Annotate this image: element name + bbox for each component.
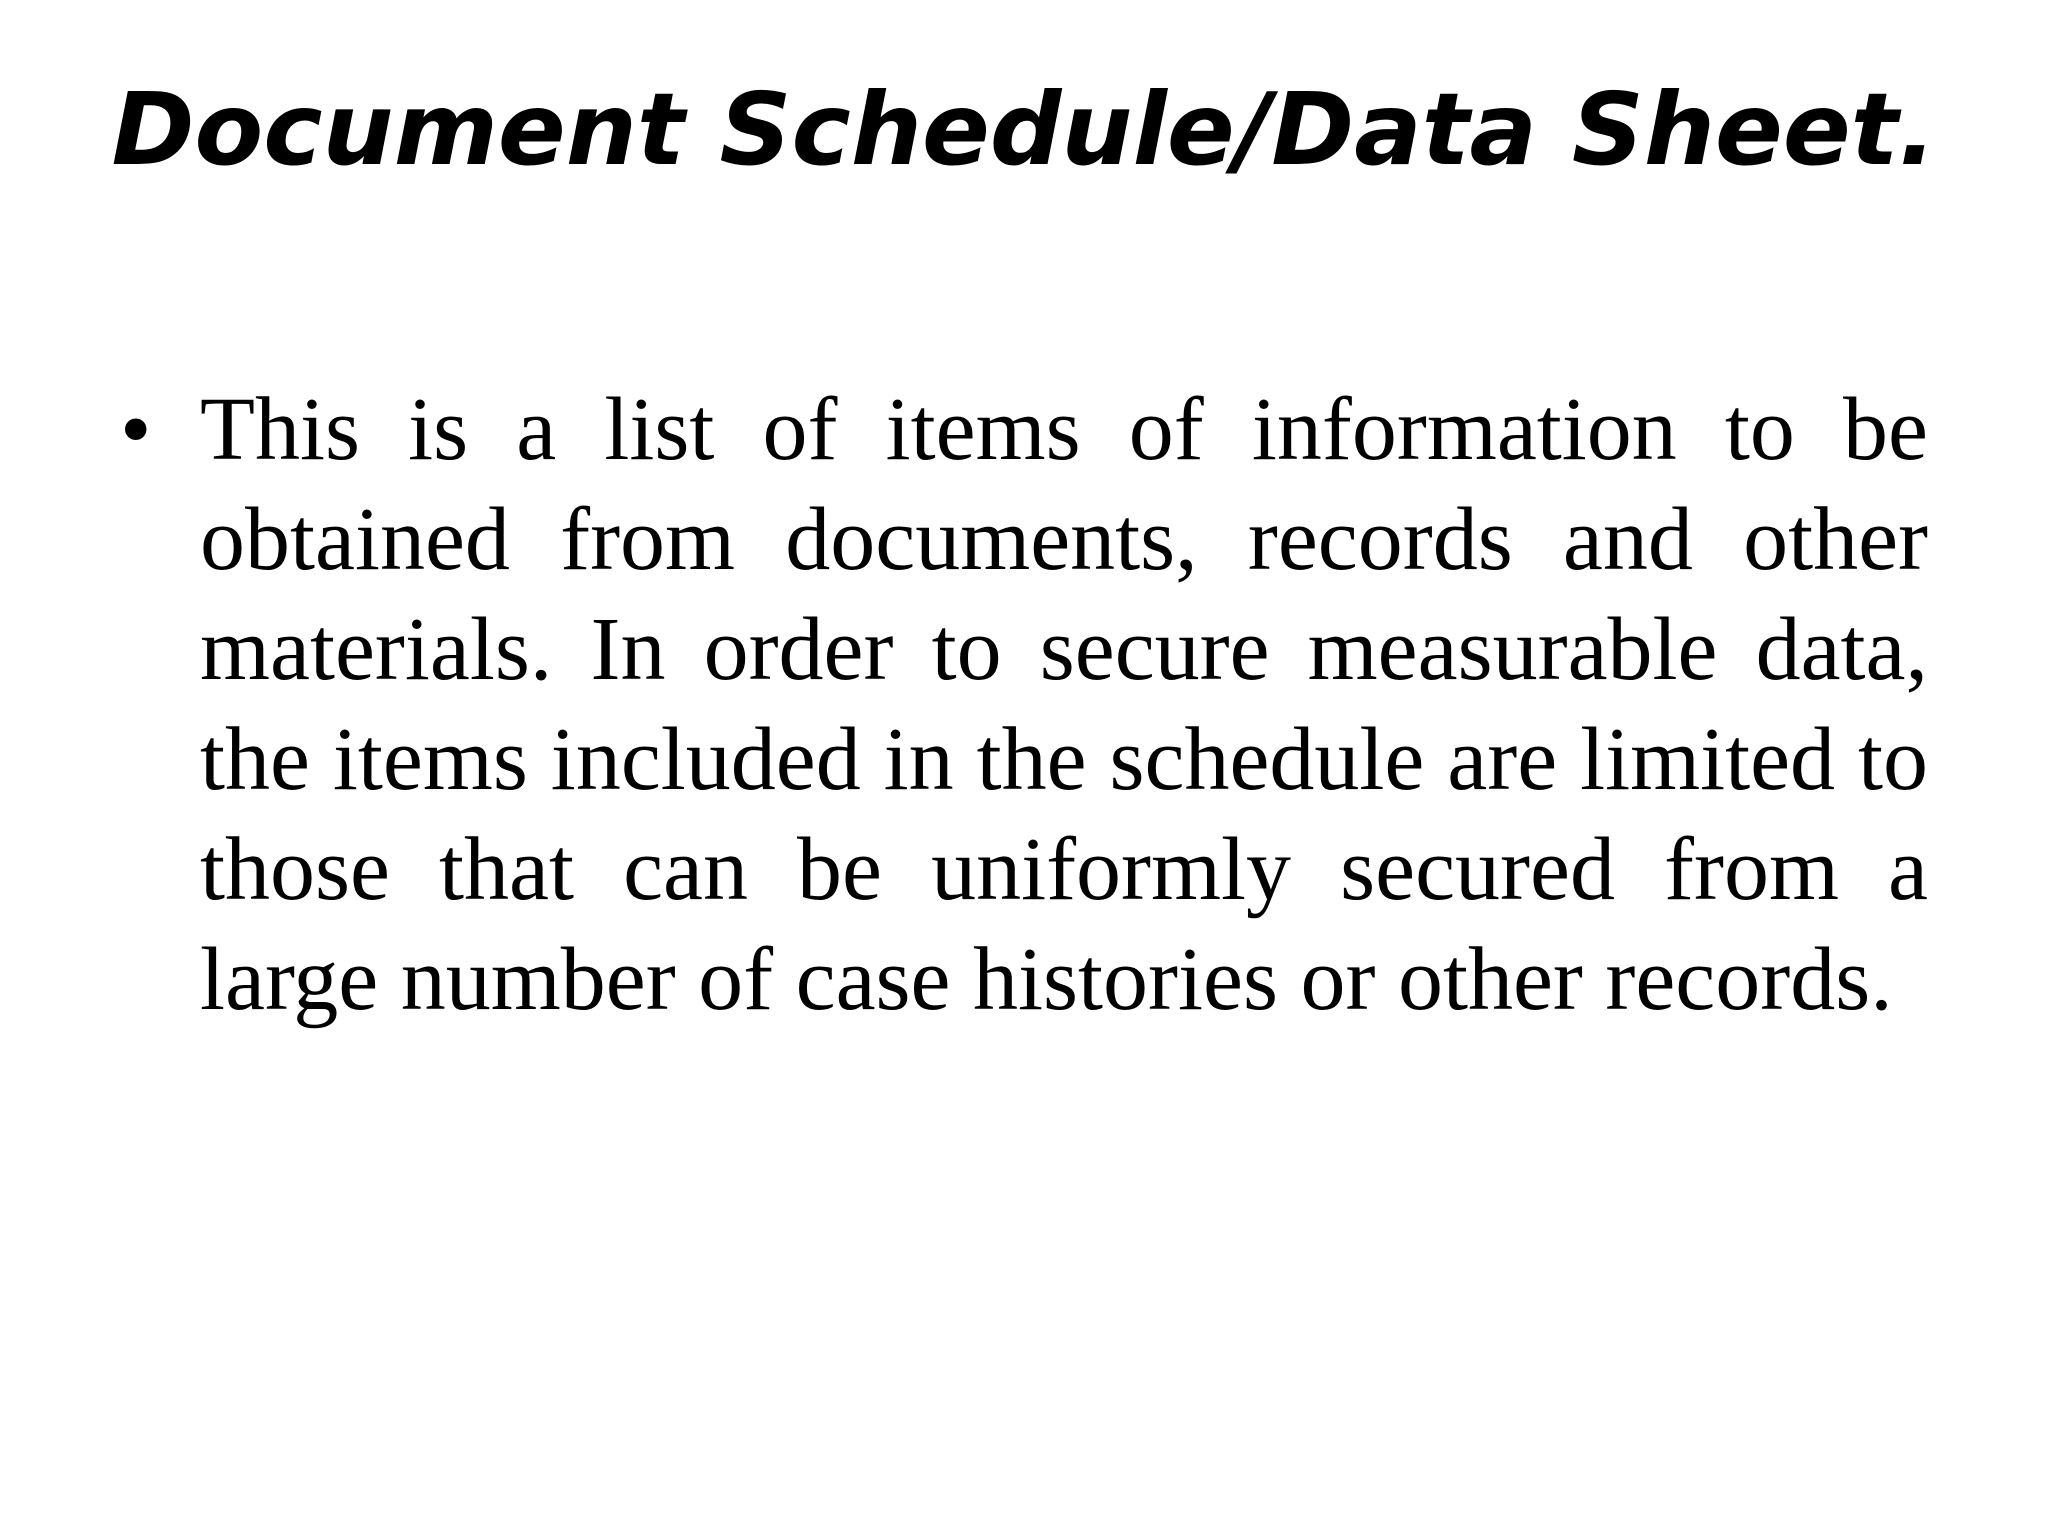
bullet-item <box>120 375 1928 1035</box>
bullet-icon: • <box>120 380 152 479</box>
bullet-text: This is a list of items of information to be obtained from documents, records and other materials. In order to secure measurable data, the items included in the schedule are limited to those that can be uniformly secured from a large number of case histories or other records. <box>200 380 1928 1029</box>
bullet-list <box>120 375 1928 1035</box>
slide-title: Document Schedule/Data Sheet. <box>111 71 1937 188</box>
